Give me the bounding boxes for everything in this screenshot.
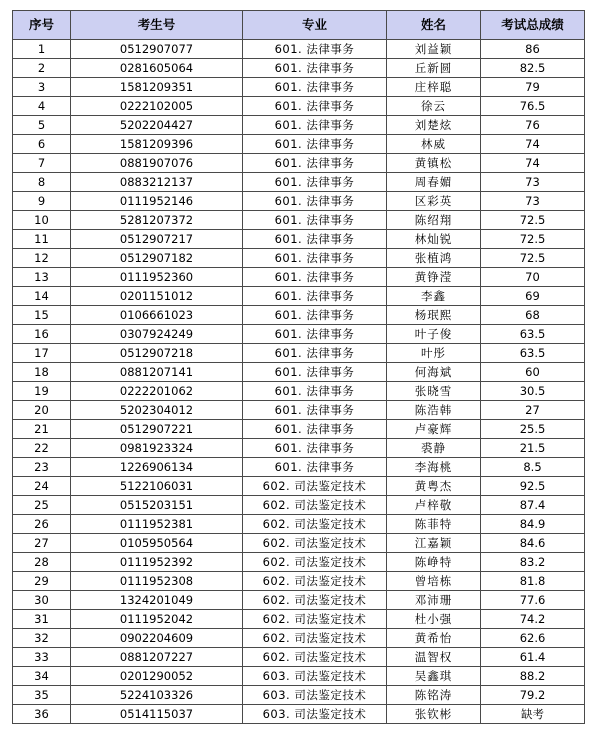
cell-total-score: 27: [481, 401, 585, 420]
cell-candidate-id: 0111952042: [71, 610, 243, 629]
table-row: [13, 211, 585, 230]
cell-index: 6: [13, 135, 71, 154]
cell-candidate-id: 0281605064: [71, 59, 243, 78]
table-row: [13, 78, 585, 97]
table-row: [13, 97, 585, 116]
table-row: [13, 401, 585, 420]
cell-total-score: 70: [481, 268, 585, 287]
cell-name: 张钦彬: [387, 705, 481, 724]
header-major: 专业: [243, 11, 387, 40]
cell-candidate-id: 1581209396: [71, 135, 243, 154]
cell-index: 31: [13, 610, 71, 629]
table-row: [13, 135, 585, 154]
table-row: [13, 382, 585, 401]
cell-major: 601. 法律事务: [243, 173, 387, 192]
cell-candidate-id: 5122106031: [71, 477, 243, 496]
cell-total-score: 8.5: [481, 458, 585, 477]
cell-candidate-id: 0105950564: [71, 534, 243, 553]
cell-index: 27: [13, 534, 71, 553]
cell-major: 601. 法律事务: [243, 287, 387, 306]
cell-major: 602. 司法鉴定技术: [243, 629, 387, 648]
cell-total-score: 68: [481, 306, 585, 325]
cell-name: 杨珉熙: [387, 306, 481, 325]
cell-index: 25: [13, 496, 71, 515]
cell-index: 11: [13, 230, 71, 249]
cell-candidate-id: 0883212137: [71, 173, 243, 192]
cell-major: 601. 法律事务: [243, 420, 387, 439]
cell-index: 9: [13, 192, 71, 211]
cell-name: 庄梓聪: [387, 78, 481, 97]
cell-name: 卢梓敬: [387, 496, 481, 515]
cell-major: 601. 法律事务: [243, 268, 387, 287]
cell-major: 602. 司法鉴定技术: [243, 515, 387, 534]
cell-major: 601. 法律事务: [243, 306, 387, 325]
cell-name: 李鑫: [387, 287, 481, 306]
table-row: [13, 667, 585, 686]
cell-index: 24: [13, 477, 71, 496]
table-row: [13, 173, 585, 192]
cell-major: 601. 法律事务: [243, 135, 387, 154]
cell-candidate-id: 1324201049: [71, 591, 243, 610]
cell-name: 陈浩韩: [387, 401, 481, 420]
cell-index: 7: [13, 154, 71, 173]
table-row: [13, 534, 585, 553]
cell-name: 叶子俊: [387, 325, 481, 344]
table-row: [13, 230, 585, 249]
cell-candidate-id: 0902204609: [71, 629, 243, 648]
cell-index: 5: [13, 116, 71, 135]
cell-major: 601. 法律事务: [243, 382, 387, 401]
cell-name: 卢豪辉: [387, 420, 481, 439]
cell-name: 林灿锐: [387, 230, 481, 249]
header-row: [13, 11, 585, 40]
cell-index: 13: [13, 268, 71, 287]
cell-total-score: 92.5: [481, 477, 585, 496]
cell-total-score: 76: [481, 116, 585, 135]
table-row: [13, 59, 585, 78]
cell-total-score: 74: [481, 135, 585, 154]
cell-name: 温智权: [387, 648, 481, 667]
cell-index: 22: [13, 439, 71, 458]
cell-candidate-id: 0512907221: [71, 420, 243, 439]
cell-total-score: 82.5: [481, 59, 585, 78]
cell-major: 601. 法律事务: [243, 192, 387, 211]
cell-name: 邓沛珊: [387, 591, 481, 610]
cell-name: 刘益颖: [387, 40, 481, 59]
cell-index: 4: [13, 97, 71, 116]
table-row: [13, 154, 585, 173]
cell-index: 10: [13, 211, 71, 230]
cell-index: 3: [13, 78, 71, 97]
table-row: [13, 439, 585, 458]
cell-candidate-id: 5281207372: [71, 211, 243, 230]
cell-name: 周春媚: [387, 173, 481, 192]
header-total-score: 考试总成绩: [481, 11, 585, 40]
cell-total-score: 81.8: [481, 572, 585, 591]
cell-candidate-id: 0111952146: [71, 192, 243, 211]
cell-candidate-id: 0512907217: [71, 230, 243, 249]
cell-major: 602. 司法鉴定技术: [243, 610, 387, 629]
cell-total-score: 63.5: [481, 344, 585, 363]
table-row: [13, 705, 585, 724]
cell-total-score: 83.2: [481, 553, 585, 572]
table-row: [13, 553, 585, 572]
cell-major: 602. 司法鉴定技术: [243, 553, 387, 572]
cell-candidate-id: 0512907182: [71, 249, 243, 268]
table-row: [13, 192, 585, 211]
table-row: [13, 249, 585, 268]
cell-index: 29: [13, 572, 71, 591]
cell-candidate-id: 0201290052: [71, 667, 243, 686]
cell-total-score: 21.5: [481, 439, 585, 458]
cell-candidate-id: 0106661023: [71, 306, 243, 325]
cell-name: 张植鸿: [387, 249, 481, 268]
cell-candidate-id: 0512907218: [71, 344, 243, 363]
cell-name: 何海斌: [387, 363, 481, 382]
cell-total-score: 79: [481, 78, 585, 97]
header-candidate-id: 考生号: [71, 11, 243, 40]
cell-major: 601. 法律事务: [243, 325, 387, 344]
cell-index: 36: [13, 705, 71, 724]
cell-total-score: 69: [481, 287, 585, 306]
cell-major: 601. 法律事务: [243, 401, 387, 420]
cell-name: 陈铭涛: [387, 686, 481, 705]
cell-major: 601. 法律事务: [243, 40, 387, 59]
cell-total-score: 74: [481, 154, 585, 173]
cell-total-score: 73: [481, 192, 585, 211]
cell-total-score: 76.5: [481, 97, 585, 116]
cell-major: 601. 法律事务: [243, 59, 387, 78]
cell-name: 刘楚炫: [387, 116, 481, 135]
cell-candidate-id: 0222102005: [71, 97, 243, 116]
table-row: [13, 268, 585, 287]
cell-total-score: 30.5: [481, 382, 585, 401]
cell-total-score: 25.5: [481, 420, 585, 439]
table-row: [13, 116, 585, 135]
cell-name: 黄粤杰: [387, 477, 481, 496]
cell-candidate-id: 0222201062: [71, 382, 243, 401]
cell-total-score: 62.6: [481, 629, 585, 648]
header-index: 序号: [13, 11, 71, 40]
cell-major: 601. 法律事务: [243, 439, 387, 458]
table-header: [13, 11, 585, 40]
cell-name: 丘新圆: [387, 59, 481, 78]
cell-major: 601. 法律事务: [243, 230, 387, 249]
cell-index: 14: [13, 287, 71, 306]
cell-name: 陈峥特: [387, 553, 481, 572]
table-row: [13, 420, 585, 439]
cell-name: 徐云: [387, 97, 481, 116]
cell-candidate-id: 1581209351: [71, 78, 243, 97]
cell-name: 张晓雪: [387, 382, 481, 401]
cell-index: 35: [13, 686, 71, 705]
cell-major: 601. 法律事务: [243, 249, 387, 268]
cell-total-score: 72.5: [481, 211, 585, 230]
cell-candidate-id: 0981923324: [71, 439, 243, 458]
cell-major: 601. 法律事务: [243, 78, 387, 97]
table-row: [13, 515, 585, 534]
cell-index: 2: [13, 59, 71, 78]
table-row: [13, 610, 585, 629]
cell-total-score: 77.6: [481, 591, 585, 610]
cell-name: 叶彤: [387, 344, 481, 363]
cell-name: 杜小强: [387, 610, 481, 629]
cell-index: 18: [13, 363, 71, 382]
cell-major: 601. 法律事务: [243, 363, 387, 382]
cell-total-score: 73: [481, 173, 585, 192]
table-row: [13, 572, 585, 591]
cell-index: 23: [13, 458, 71, 477]
cell-major: 602. 司法鉴定技术: [243, 591, 387, 610]
cell-candidate-id: 0111952360: [71, 268, 243, 287]
table-row: [13, 458, 585, 477]
cell-major: 602. 司法鉴定技术: [243, 648, 387, 667]
cell-total-score: 72.5: [481, 230, 585, 249]
table-row: [13, 591, 585, 610]
cell-index: 32: [13, 629, 71, 648]
cell-major: 601. 法律事务: [243, 97, 387, 116]
table-body: [13, 40, 585, 724]
cell-total-score: 86: [481, 40, 585, 59]
cell-candidate-id: 5224103326: [71, 686, 243, 705]
cell-index: 26: [13, 515, 71, 534]
cell-candidate-id: 5202304012: [71, 401, 243, 420]
cell-candidate-id: 0514115037: [71, 705, 243, 724]
cell-index: 30: [13, 591, 71, 610]
cell-name: 区彩英: [387, 192, 481, 211]
cell-candidate-id: 0307924249: [71, 325, 243, 344]
cell-candidate-id: 0111952381: [71, 515, 243, 534]
cell-name: 陈菲特: [387, 515, 481, 534]
cell-major: 601. 法律事务: [243, 344, 387, 363]
cell-major: 602. 司法鉴定技术: [243, 534, 387, 553]
cell-index: 28: [13, 553, 71, 572]
cell-index: 17: [13, 344, 71, 363]
cell-major: 602. 司法鉴定技术: [243, 496, 387, 515]
cell-total-score: 87.4: [481, 496, 585, 515]
header-name: 姓名: [387, 11, 481, 40]
cell-index: 16: [13, 325, 71, 344]
cell-total-score: 72.5: [481, 249, 585, 268]
table-row: [13, 629, 585, 648]
table-row: [13, 477, 585, 496]
cell-total-score: 79.2: [481, 686, 585, 705]
table-row: [13, 496, 585, 515]
table-row: [13, 287, 585, 306]
cell-total-score: 60: [481, 363, 585, 382]
cell-candidate-id: 0111952308: [71, 572, 243, 591]
cell-name: 江嘉颖: [387, 534, 481, 553]
cell-name: 裘静: [387, 439, 481, 458]
cell-candidate-id: 0515203151: [71, 496, 243, 515]
cell-candidate-id: 1226906134: [71, 458, 243, 477]
cell-candidate-id: 5202204427: [71, 116, 243, 135]
cell-name: 黄希怡: [387, 629, 481, 648]
cell-index: 33: [13, 648, 71, 667]
cell-total-score: 61.4: [481, 648, 585, 667]
score-table: [12, 10, 585, 724]
cell-candidate-id: 0201151012: [71, 287, 243, 306]
cell-name: 李海桃: [387, 458, 481, 477]
cell-name: 林威: [387, 135, 481, 154]
table-row: [13, 306, 585, 325]
cell-total-score: 84.6: [481, 534, 585, 553]
cell-index: 1: [13, 40, 71, 59]
cell-major: 601. 法律事务: [243, 154, 387, 173]
cell-index: 34: [13, 667, 71, 686]
cell-index: 20: [13, 401, 71, 420]
cell-major: 602. 司法鉴定技术: [243, 572, 387, 591]
cell-index: 8: [13, 173, 71, 192]
table-row: [13, 40, 585, 59]
cell-candidate-id: 0111952392: [71, 553, 243, 572]
cell-major: 601. 法律事务: [243, 116, 387, 135]
cell-major: 601. 法律事务: [243, 458, 387, 477]
cell-candidate-id: 0881207141: [71, 363, 243, 382]
cell-name: 曾培栋: [387, 572, 481, 591]
table-row: [13, 363, 585, 382]
cell-total-score: 84.9: [481, 515, 585, 534]
cell-total-score: 缺考: [481, 705, 585, 724]
cell-index: 15: [13, 306, 71, 325]
table-row: [13, 648, 585, 667]
cell-name: 黄铮滢: [387, 268, 481, 287]
cell-total-score: 88.2: [481, 667, 585, 686]
cell-total-score: 63.5: [481, 325, 585, 344]
table-row: [13, 325, 585, 344]
cell-major: 603. 司法鉴定技术: [243, 705, 387, 724]
table-row: [13, 686, 585, 705]
table-row: [13, 344, 585, 363]
cell-name: 陈绍翔: [387, 211, 481, 230]
cell-major: 601. 法律事务: [243, 211, 387, 230]
cell-total-score: 74.2: [481, 610, 585, 629]
cell-candidate-id: 0512907077: [71, 40, 243, 59]
cell-candidate-id: 0881907076: [71, 154, 243, 173]
cell-candidate-id: 0881207227: [71, 648, 243, 667]
cell-index: 21: [13, 420, 71, 439]
cell-major: 603. 司法鉴定技术: [243, 686, 387, 705]
cell-major: 602. 司法鉴定技术: [243, 477, 387, 496]
cell-name: 吴鑫琪: [387, 667, 481, 686]
cell-name: 黄镇松: [387, 154, 481, 173]
cell-index: 19: [13, 382, 71, 401]
cell-index: 12: [13, 249, 71, 268]
cell-major: 603. 司法鉴定技术: [243, 667, 387, 686]
